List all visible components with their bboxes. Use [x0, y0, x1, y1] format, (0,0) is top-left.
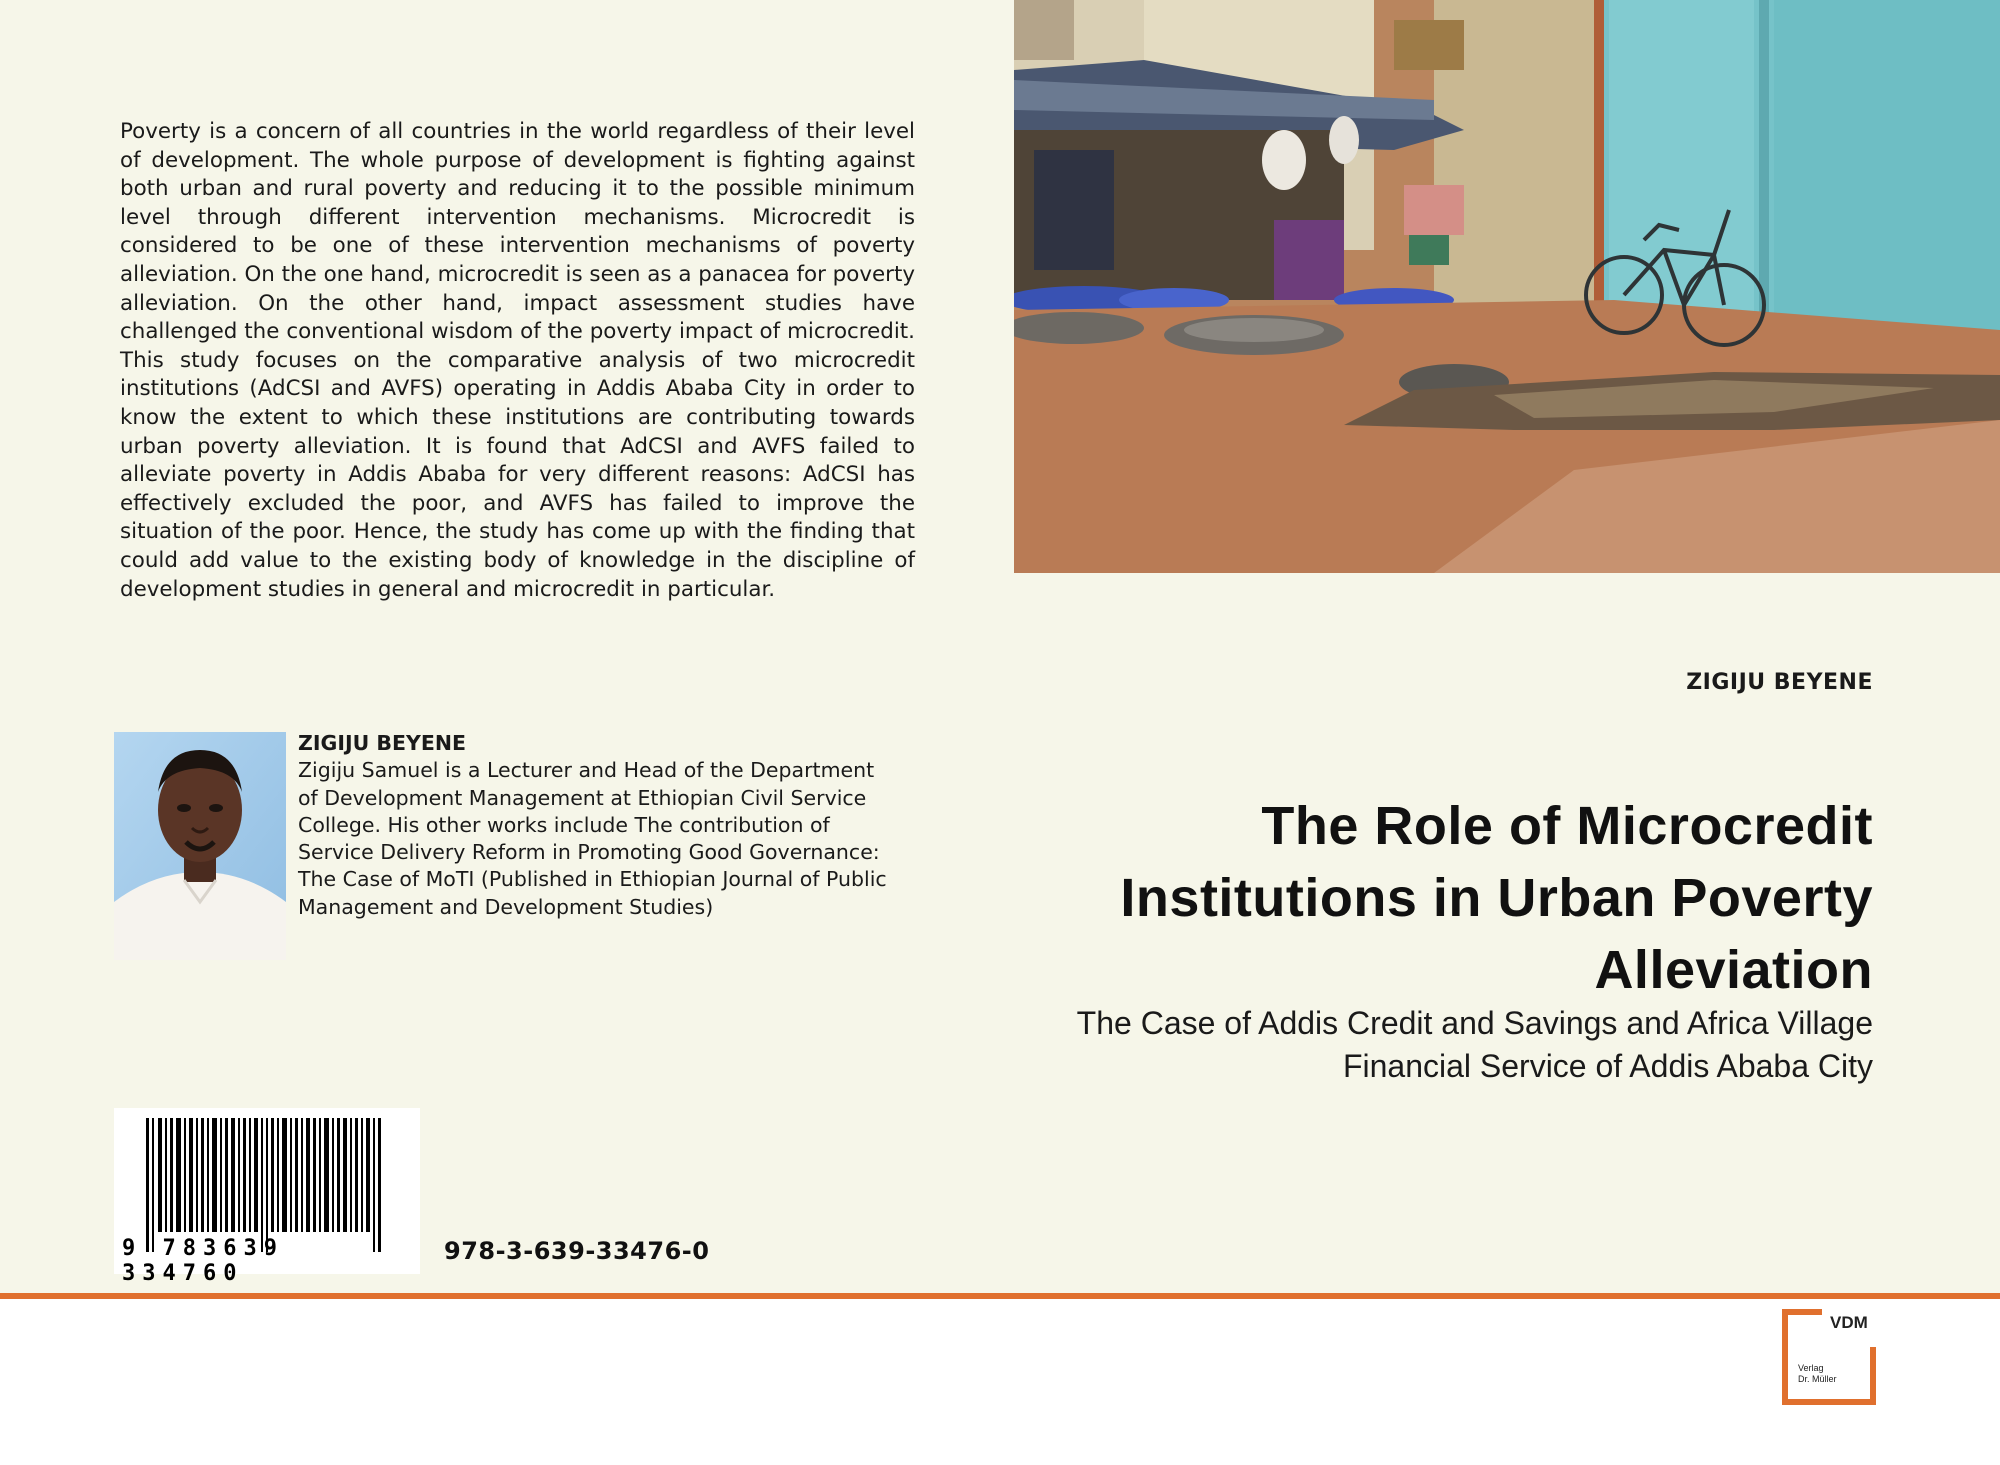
logo-vdm-text: VDM [1830, 1313, 1868, 1332]
book-subtitle: The Case of Addis Credit and Savings and Africa Village Financial Service of Addis Ababa City [1076, 1005, 1873, 1084]
barcode-digits: 9 783639 334760 [122, 1236, 284, 1286]
logo-publisher-text: Verlag Dr. Müller [1798, 1363, 1837, 1384]
book-title: The Role of Microcredit Institutions in Urban Poverty Alleviation [1120, 796, 1873, 1000]
bio-text: Zigiju Samuel is a Lecturer and Head of the Department of Development Management at Ethiopian Civil Service College. His other works include The contribution of Service Delivery Reform in Promoting Good Governance: The Case of MoTI (Published in Ethiopian Journal of Public Management and Development Studies) [298, 758, 887, 919]
orange-divider [0, 1293, 2000, 1299]
author-bio [298, 730, 898, 921]
author-portrait [114, 732, 286, 960]
publisher-logo [1782, 1309, 1876, 1405]
book-blurb: Poverty is a concern of all countries in the world regardless of their level of development. The whole purpose of development is fighting against both urban and rural poverty and reducing it to the possible minimum level through different intervention mechanisms. Microcredit is considered to be one of these intervention mechanisms of poverty alleviation. On the one hand, microcredit is seen as a panacea for poverty alleviation. On the other hand, impact assessment studies have challenged the conventional wisdom of the poverty impact of microcredit. This study focuses on the comparative analysis of two microcredit institutions (AdCSI and AVFS) operating in Addis Ababa City in order to know the extent to which these institutions are contributing towards urban poverty alleviation. It is found that AdCSI and AVFS failed to alleviate poverty in Addis Ababa for very different reasons: AdCSI has effectively excluded the poor, and AVFS has failed to improve the situation of the poor. Hence, the study has come up with the finding that could add value to the existing body of knowledge in the discipline of development studies in general and microcredit in particular. [120, 119, 915, 602]
author-name: ZIGIJU BEYENE [1686, 670, 1873, 695]
isbn-number: 978-3-639-33476-0 [444, 1237, 710, 1265]
bio-author-name: ZIGIJU BEYENE [298, 731, 466, 755]
barcode [114, 1108, 420, 1286]
cover-photo [1014, 0, 2000, 573]
